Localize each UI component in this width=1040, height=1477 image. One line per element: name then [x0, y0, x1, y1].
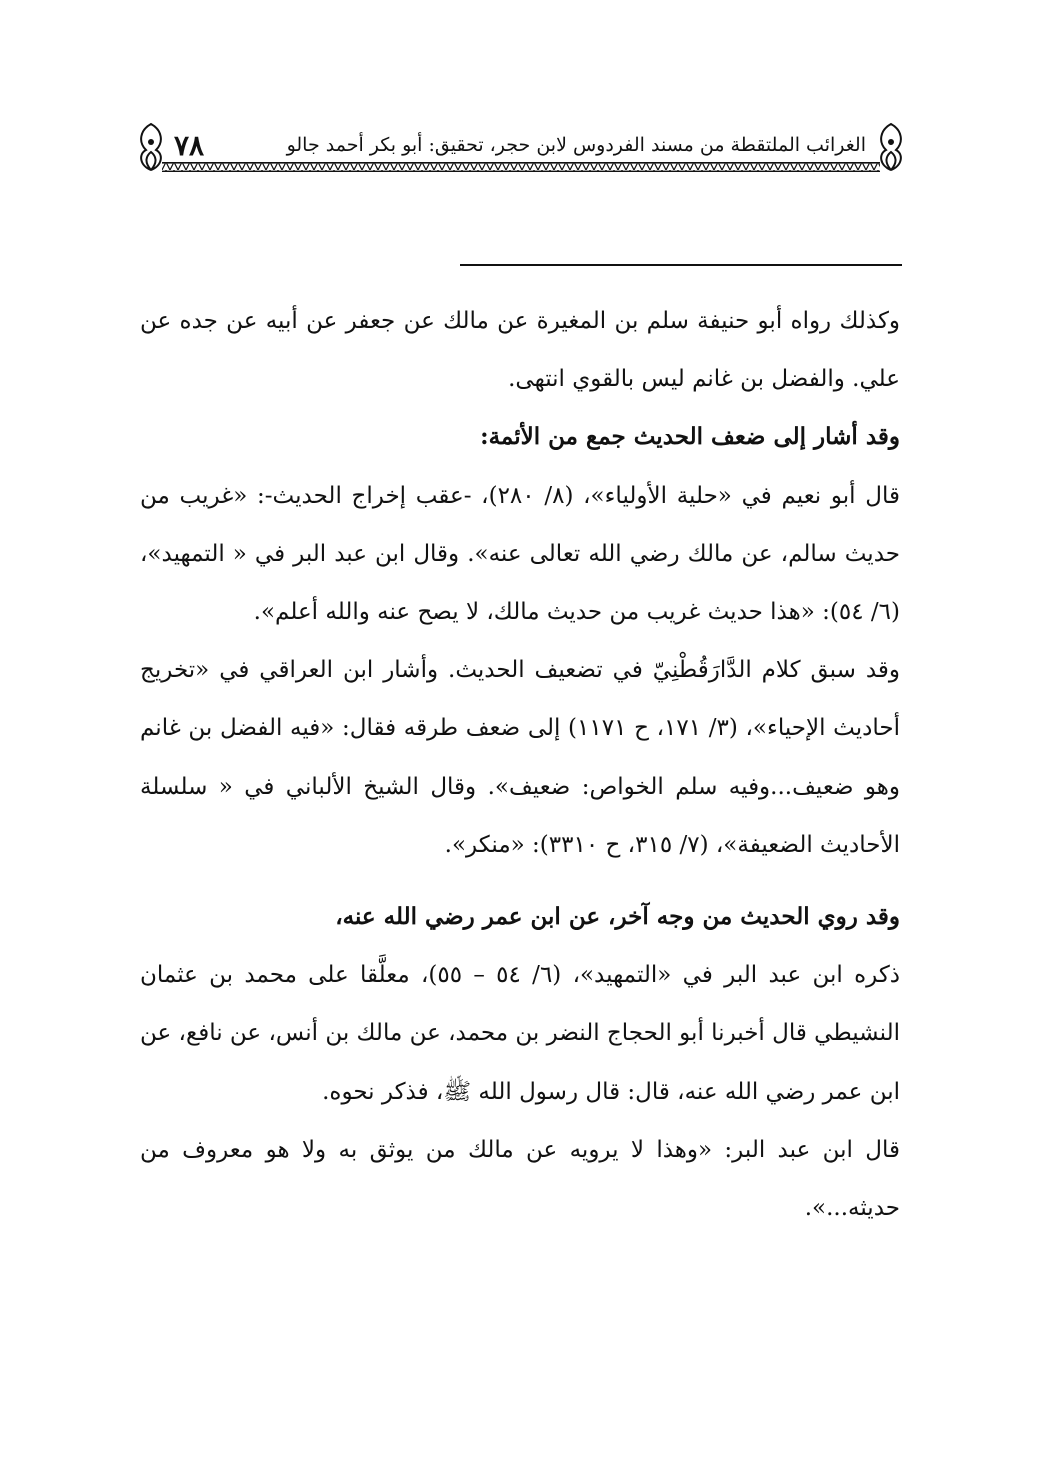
- paragraph: ذكره ابن عبد البر في «التمهيد»، (٦/ ٥٤ – ٥٥)، معلَّقا على محمد بن عثمان النشيطي قال أخبرنا أبو الحجاج النضر بن محمد، عن مالك بن أنس، عن نافع، عن ابن عمر رضي الله عنه، قال: قال رسول الله ﷺ، فذكر نحوه.: [140, 962, 901, 1105]
- ornament-right-icon: [872, 122, 910, 172]
- paragraph: قال ابن عبد البر: «وهذا لا يرويه عن مالك من يوثق به ولا هو معروف من حديثه...».: [140, 1136, 900, 1222]
- footnote-separator: [460, 264, 902, 266]
- paragraph: وكذلك رواه أبو حنيفة سلم بن المغيرة عن مالك عن جعفر عن أبيه عن جده عن علي. والفضل بن غانم ليس بالقوي انتهى.: [140, 308, 900, 393]
- page-number: ٧٨: [174, 129, 205, 162]
- section-heading: وقد روي الحديث من وجه آخر، عن ابن عمر رضي الله عنه،: [335, 903, 900, 931]
- page-body: [140, 292, 900, 1237]
- running-title: الغرائب الملتقطة من مسند الفردوس لابن حجر، تحقيق: أبو بكر أحمد جالو: [286, 134, 866, 156]
- paragraph: وقد سبق كلام الدَّارَقُطْنِيّ في تضعيف الحديث. وأشار ابن العراقي في «تخريج أحاديث الإحياء»، (٣/ ١٧١، ح ١١٧١) إلى ضعف طرقه فقال: «فيه الفضل بن غانم وهو ضعيف...وفيه سلم الخواص: ضعيف». وقال الشيخ الألباني في « سلسلة الأحاديث الضعيفة»، (٧/ ٣١٥، ح ٣٣١٠): «منكر».: [140, 657, 900, 858]
- page-header: [132, 122, 910, 178]
- paragraph: قال أبو نعيم في «حلية الأولياء»، (٨/ ٢٨٠)، -عقب إخراج الحديث-: «غريب من حديث سالم، عن مالك رضي الله تعالى عنه». وقال ابن عبد البر في « التمهيد»، (٦/ ٥٤): «هذا حديث غريب من حديث مالك، لا يصح عنه والله أعلم».: [140, 482, 900, 626]
- header-rule: [162, 162, 880, 172]
- section-heading: وقد أشار إلى ضعف الحديث جمع من الأئمة:: [480, 423, 900, 451]
